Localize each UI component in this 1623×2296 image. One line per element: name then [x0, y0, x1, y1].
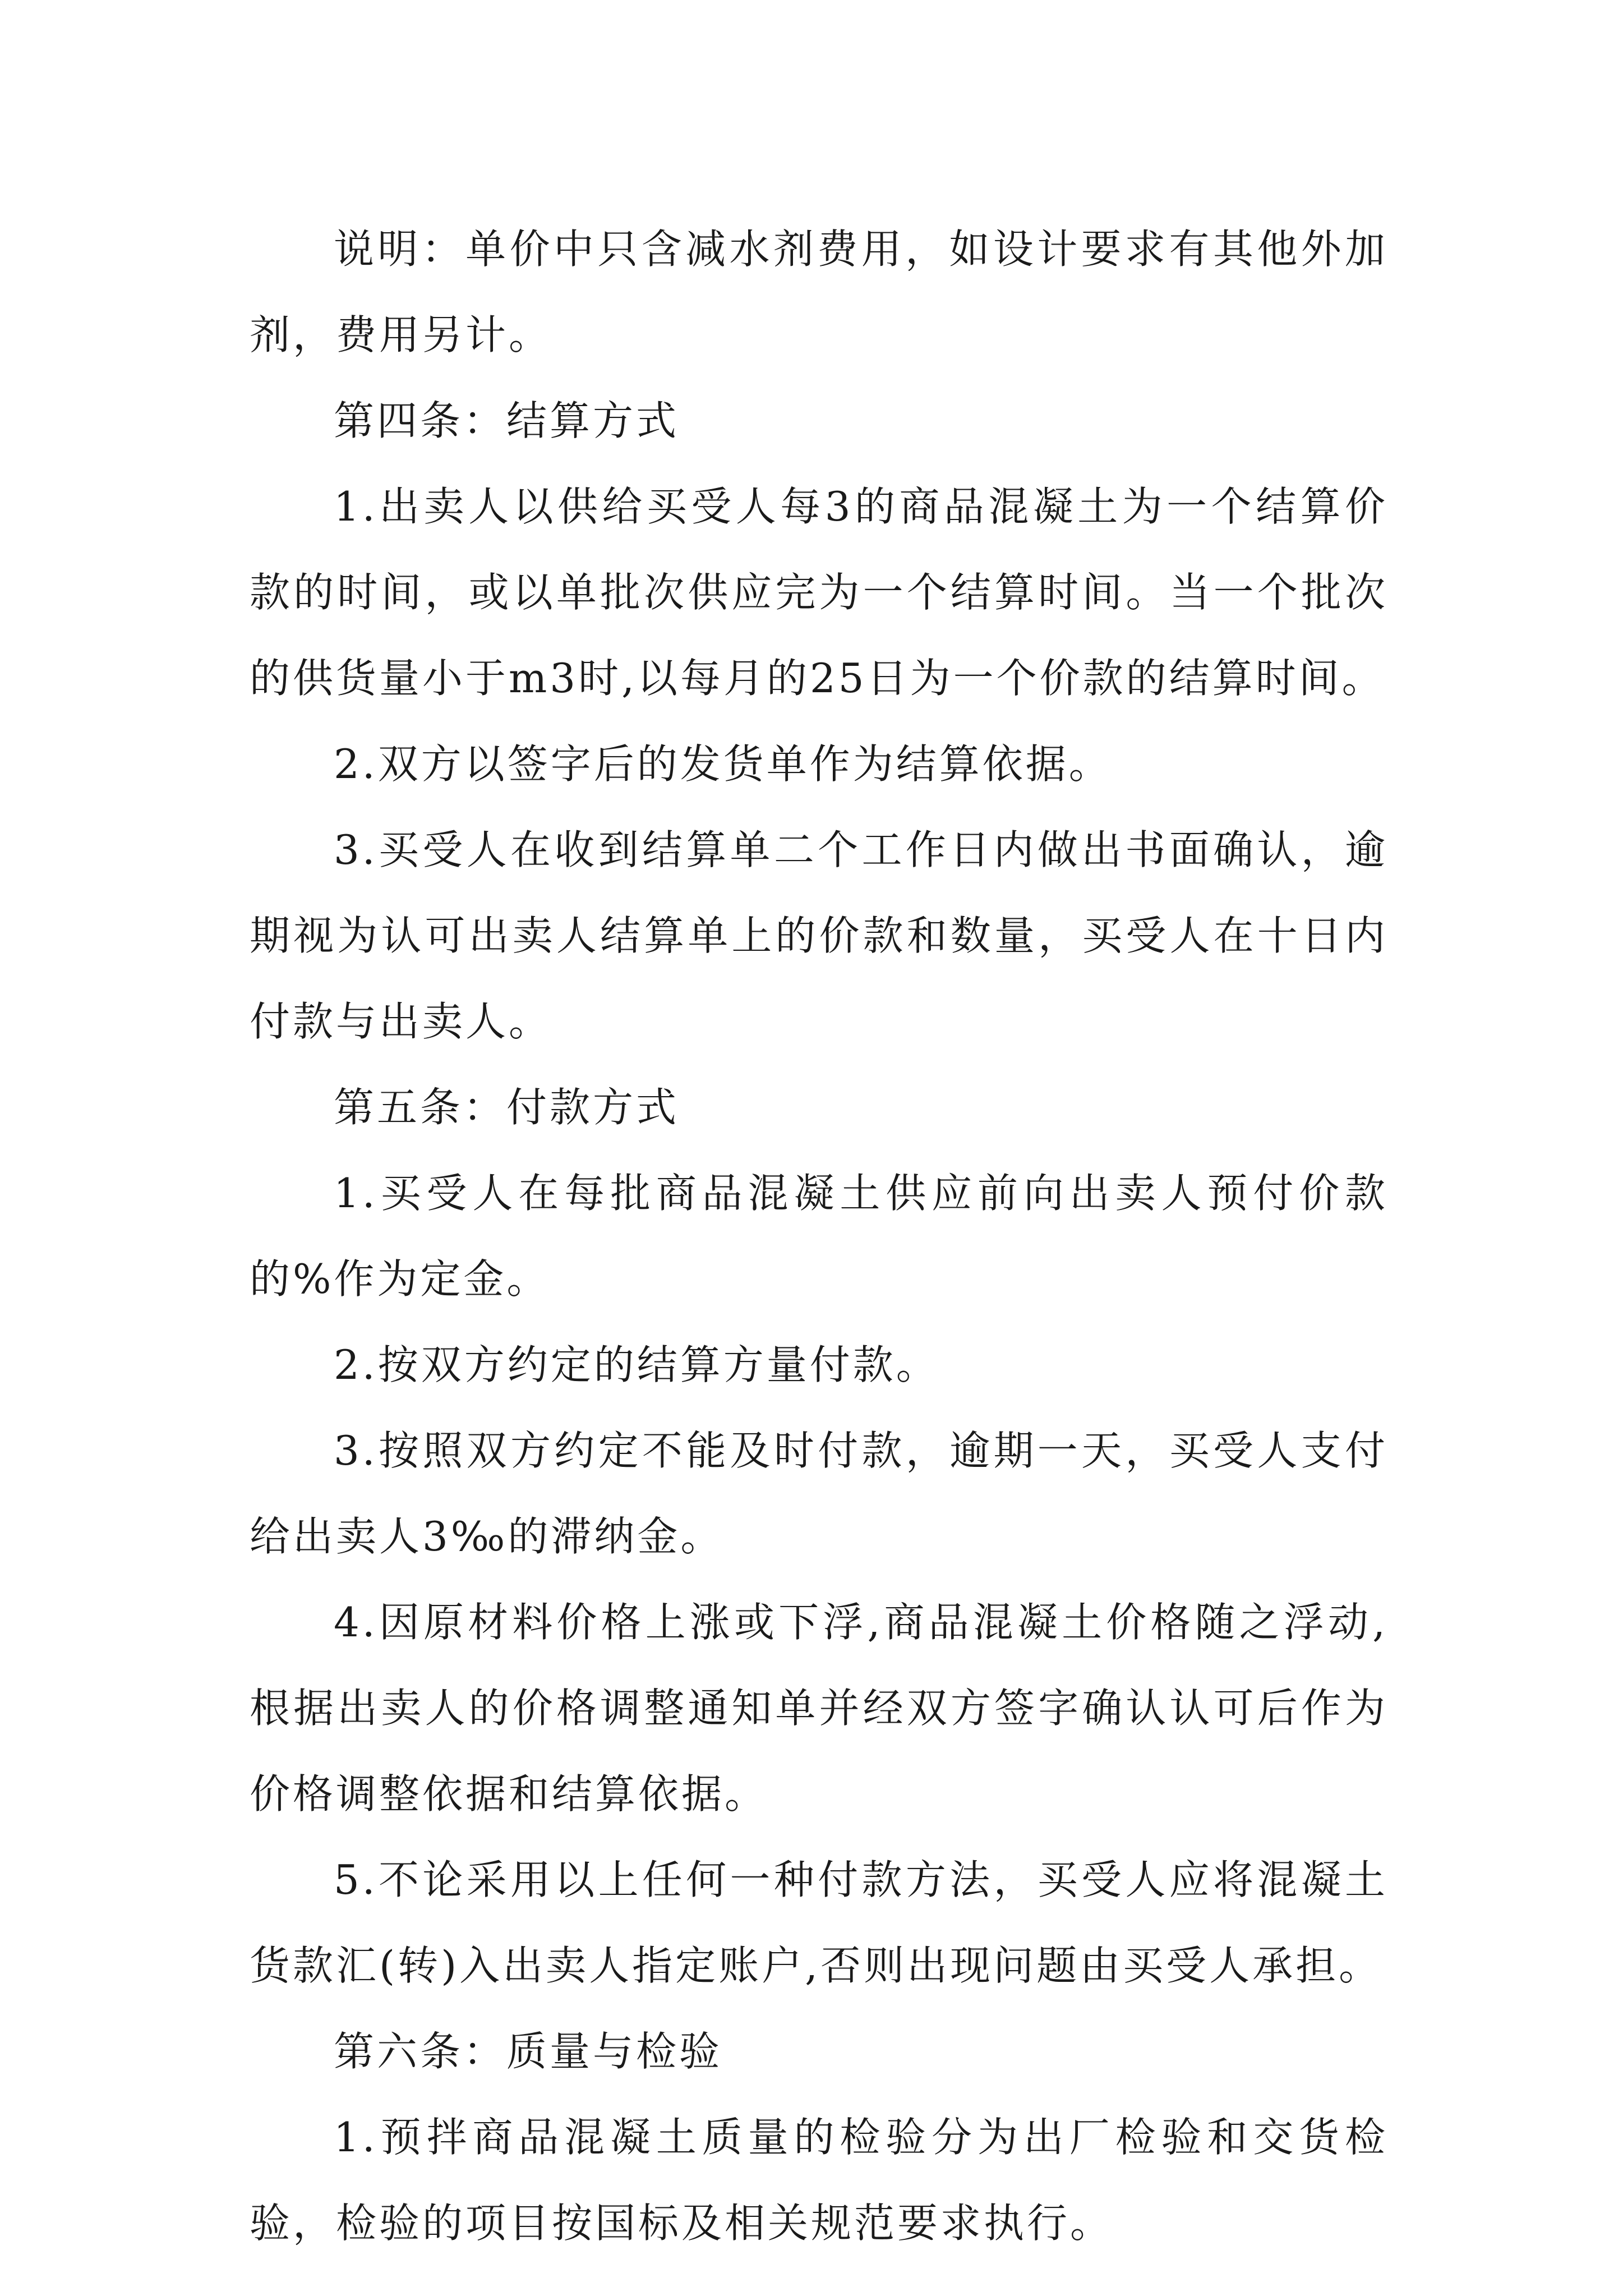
clause-4-3: 3.买受人在收到结算单二个工作日内做出书面确认，逾期视为认可出卖人结算单上的价款和数量，买受人在十日内付款与出卖人。: [250, 826, 1388, 1045]
clause-5-1: 1.买受人在每批商品混凝土供应前向出卖人预付价款的%作为定金。: [250, 1170, 1388, 1303]
clause-5-3: 3.按照双方约定不能及时付款，逾期一天，买受人支付给出卖人3‰的滞纳金。: [250, 1427, 1388, 1560]
clause-4-1: 1.出卖人以供给买受人每3的商品混凝土为一个结算价款的时间，或以单批次供应完为一个结算时间。当一个批次的供货量小于m3时,以每月的25日为一个价款的结算时间。: [250, 483, 1388, 702]
clause-5-2: 2.按双方约定的结算方量付款。: [334, 1341, 939, 1388]
clause-5-4: 4.因原材料价格上涨或下浮,商品混凝土价格随之浮动,根据出卖人的价格调整通知单并经双方签字确认认可后作为价格调整依据和结算依据。: [250, 1599, 1388, 1818]
section-heading-article-5: 第五条：付款方式: [334, 1084, 680, 1131]
clause-4-2: 2.双方以签字后的发货单作为结算依据。: [334, 740, 1112, 788]
document-body: [250, 206, 1388, 2266]
section-heading-article-6: 第六条：质量与检验: [334, 2028, 723, 2075]
section-heading-article-4: 第四条：结算方式: [334, 397, 680, 444]
note-paragraph: 说明：单价中只含减水剂费用，如设计要求有其他外加剂，费用另计。: [250, 226, 1388, 358]
clause-5-5: 5.不论采用以上任何一种付款方法，买受人应将混凝土货款汇(转)入出卖人指定账户,否则出现问题由买受人承担。: [250, 1856, 1388, 1989]
clause-6-1: 1.预拌商品混凝土质量的检验分为出厂检验和交货检验，检验的项目按国标及相关规范要求执行。: [250, 2114, 1388, 2247]
